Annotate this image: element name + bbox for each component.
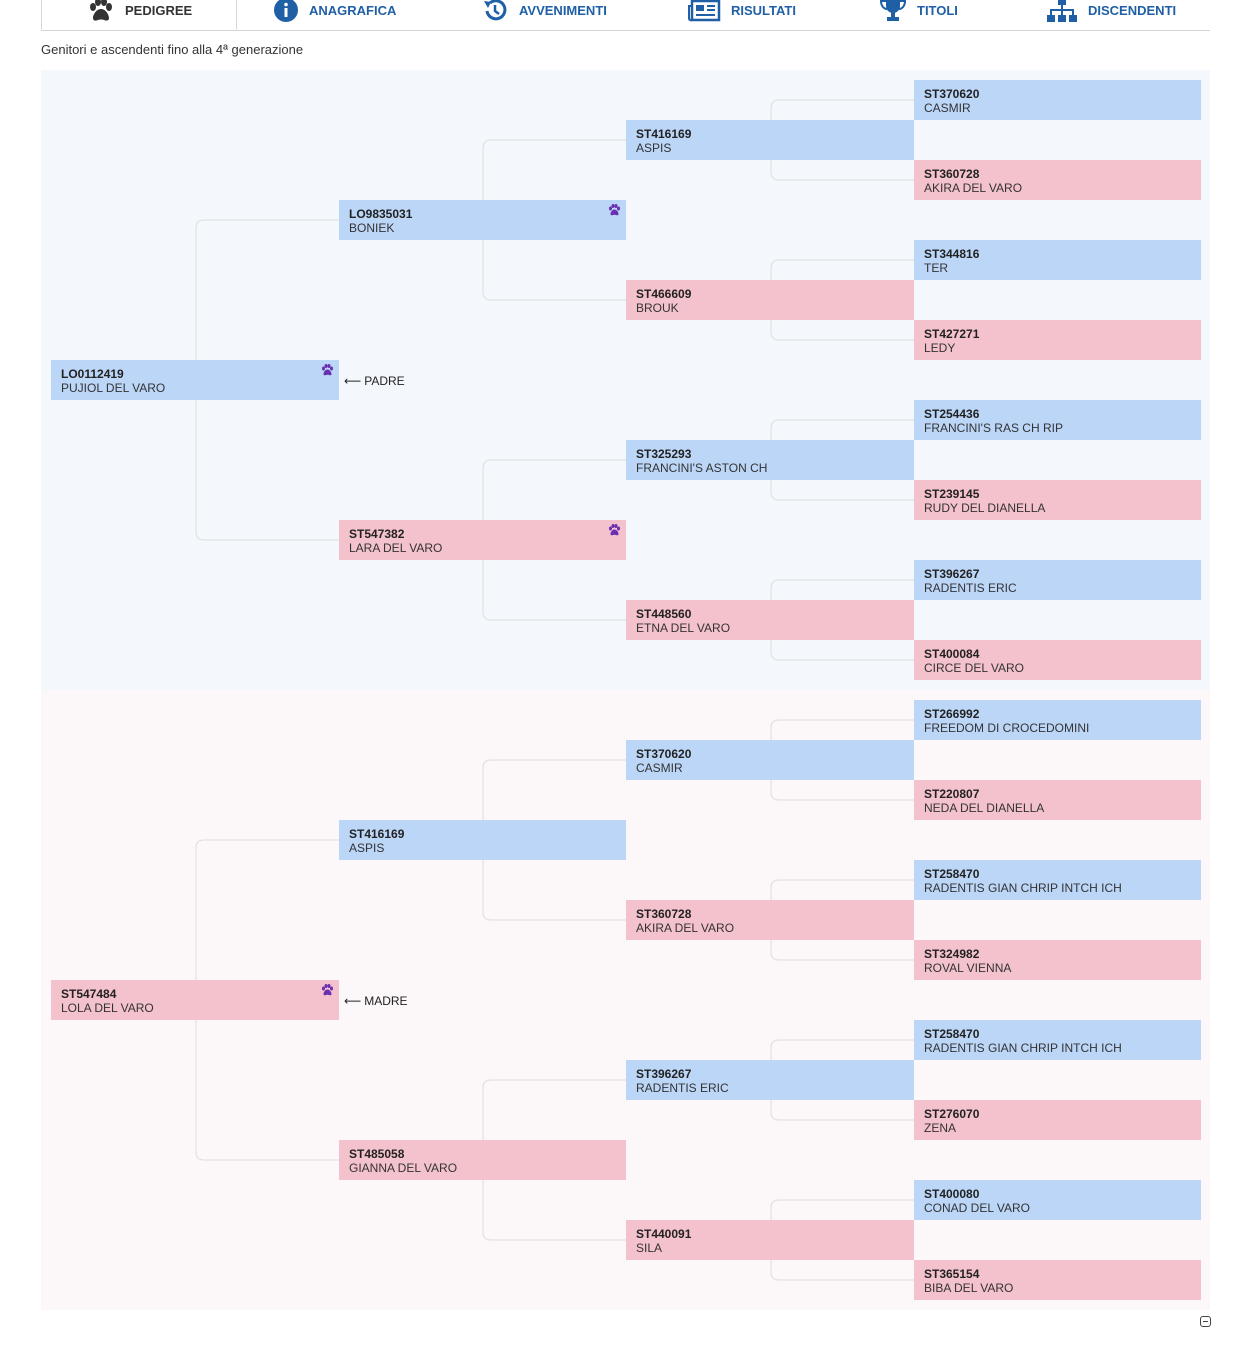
node-code: ST440091	[636, 1227, 692, 1241]
sitemap-icon	[1046, 0, 1078, 23]
tab-label-titoli: TITOLI	[917, 2, 958, 18]
node-name: FRANCINI'S RAS CH RIP	[924, 421, 1063, 435]
pedigree-node-gen4[interactable]	[914, 1180, 1201, 1220]
padre-text: PADRE	[364, 374, 405, 388]
node-name: RADENTIS ERIC	[636, 1081, 729, 1095]
madre-text: MADRE	[364, 994, 408, 1008]
node-code: ST258470	[924, 867, 980, 881]
pedigree-node-sire-dam[interactable]	[339, 520, 626, 560]
arrow-left-icon: ⟵	[344, 374, 362, 388]
node-code: ST360728	[636, 907, 692, 921]
pedigree-node-sire[interactable]	[51, 360, 339, 400]
node-code: ST416169	[349, 827, 405, 841]
pedigree-node-gen4[interactable]	[914, 400, 1201, 440]
pedigree-node-gen4[interactable]	[914, 780, 1201, 820]
node-name: SILA	[636, 1241, 663, 1255]
paw-icon	[608, 524, 621, 539]
pedigree-node-dam[interactable]	[51, 980, 339, 1020]
pedigree-node-gen4[interactable]	[914, 940, 1201, 980]
node-code: ST254436	[924, 407, 980, 421]
node-code: ST485058	[349, 1147, 405, 1161]
pedigree-node-gen4[interactable]	[914, 560, 1201, 600]
node-code: ST396267	[636, 1067, 692, 1081]
node-code: ST360728	[924, 167, 980, 181]
pedigree-node-gen4[interactable]	[914, 480, 1201, 520]
pedigree-node-dam-dam-sire[interactable]	[626, 1060, 914, 1100]
trophy-icon	[879, 0, 907, 23]
node-code: ST466609	[636, 287, 692, 301]
paw-icon	[608, 204, 621, 219]
pedigree-node-gen4[interactable]	[914, 700, 1201, 740]
pedigree-node-dam-dam[interactable]	[339, 1140, 626, 1180]
node-code: ST416169	[636, 127, 692, 141]
node-code: ST370620	[924, 87, 980, 101]
node-name: FRANCINI'S ASTON CH	[636, 461, 768, 475]
pedigree-node-gen4[interactable]	[914, 1100, 1201, 1140]
node-name: CONAD DEL VARO	[924, 1201, 1031, 1215]
tab-label-pedigree: PEDIGREE	[125, 2, 193, 18]
node-name: AKIRA DEL VARO	[636, 921, 735, 935]
pedigree-node-gen4[interactable]	[914, 240, 1201, 280]
pedigree-node-gen4[interactable]	[914, 80, 1201, 120]
madre-label	[344, 994, 408, 1008]
node-code: ST400080	[924, 1187, 980, 1201]
node-name: LOLA DEL VARO	[61, 1001, 154, 1015]
node-name: BROUK	[636, 301, 679, 315]
pedigree-node-gen4[interactable]	[914, 160, 1201, 200]
tab-label-avvenimenti: AVVENIMENTI	[519, 2, 607, 18]
page-subtitle: Genitori e ascendenti fino alla 4ª generazione	[41, 42, 304, 57]
paw-icon	[321, 984, 334, 999]
node-name: PUJIOL DEL VARO	[61, 381, 166, 395]
node-code: ST547484	[61, 987, 117, 1001]
node-code: ST365154	[924, 1267, 980, 1281]
pedigree-node-gen4[interactable]	[914, 1020, 1201, 1060]
node-code: LO9835031	[349, 207, 413, 221]
node-name: RADENTIS ERIC	[924, 581, 1017, 595]
node-name: ETNA DEL VARO	[636, 621, 731, 635]
tab-label-anagrafica: ANAGRAFICA	[309, 2, 397, 18]
pedigree-node-dam-sire-sire[interactable]	[626, 740, 914, 780]
node-name: LARA DEL VARO	[349, 541, 443, 555]
node-code: ST427271	[924, 327, 980, 341]
node-name: LEDY	[924, 341, 956, 355]
node-name: BIBA DEL VARO	[924, 1281, 1014, 1295]
node-name: ASPIS	[349, 841, 385, 855]
node-code: ST276070	[924, 1107, 980, 1121]
node-code: ST239145	[924, 487, 980, 501]
node-name: FREEDOM DI CROCEDOMINI	[924, 721, 1090, 735]
node-code: ST258470	[924, 1027, 980, 1041]
pedigree-node-dam-sire-dam[interactable]	[626, 900, 914, 940]
node-code: ST370620	[636, 747, 692, 761]
node-name: BONIEK	[349, 221, 395, 235]
tab-avvenimenti[interactable]	[481, 0, 607, 30]
tab-bar	[41, 0, 1210, 31]
pedigree-node-sire-sire-sire[interactable]	[626, 120, 914, 160]
node-name: RUDY DEL DIANELLA	[924, 501, 1046, 515]
tab-label-risultati: RISULTATI	[731, 2, 796, 18]
pedigree-node-dam-dam-dam[interactable]	[626, 1220, 914, 1260]
tab-discendenti[interactable]	[1046, 0, 1176, 30]
node-name: NEDA DEL DIANELLA	[924, 801, 1045, 815]
node-code: ST344816	[924, 247, 980, 261]
node-name: CASMIR	[924, 101, 971, 115]
paw-icon	[321, 364, 334, 379]
node-code: LO0112419	[61, 367, 124, 381]
pedigree-node-sire-dam-dam[interactable]	[626, 600, 914, 640]
node-name: AKIRA DEL VARO	[924, 181, 1023, 195]
node-code: ST325293	[636, 447, 692, 461]
history-icon	[481, 0, 509, 23]
paw-icon	[87, 0, 115, 22]
node-name: CASMIR	[636, 761, 683, 775]
tab-pedigree[interactable]	[41, 0, 237, 30]
node-code: ST220807	[924, 787, 980, 801]
node-name: ROVAL VIENNA	[924, 961, 1012, 975]
pedigree-node-sire-dam-sire[interactable]	[626, 440, 914, 480]
node-name: TER	[924, 261, 948, 275]
node-code: ST324982	[924, 947, 980, 961]
pedigree-node-gen4[interactable]	[914, 860, 1201, 900]
tab-titoli[interactable]	[879, 0, 958, 30]
node-name: RADENTIS GIAN CHRIP INTCH ICH	[924, 881, 1122, 895]
pedigree-node-gen4[interactable]	[914, 320, 1201, 360]
pedigree-node-gen4[interactable]	[914, 1260, 1201, 1300]
node-code: ST400084	[924, 647, 980, 661]
node-code: ST266992	[924, 707, 980, 721]
node-name: RADENTIS GIAN CHRIP INTCH ICH	[924, 1041, 1122, 1055]
info-icon	[273, 0, 299, 23]
pedigree-node-dam-sire[interactable]	[339, 820, 626, 860]
node-code: ST396267	[924, 567, 980, 581]
tab-risultati[interactable]	[687, 0, 796, 30]
tab-label-discendenti: DISCENDENTI	[1088, 2, 1177, 18]
node-name: CIRCE DEL VARO	[924, 661, 1025, 675]
pedigree-node-gen4[interactable]	[914, 640, 1201, 680]
padre-label	[344, 374, 405, 388]
node-code: ST448560	[636, 607, 692, 621]
pedigree-node-sire-sire-dam[interactable]	[626, 280, 914, 320]
node-name: ASPIS	[636, 141, 672, 155]
node-name: GIANNA DEL VARO	[349, 1161, 458, 1175]
node-code: ST547382	[349, 527, 405, 541]
pedigree-node-sire-sire[interactable]	[339, 200, 626, 240]
newspaper-icon	[687, 0, 721, 22]
tab-anagrafica[interactable]	[273, 0, 396, 30]
arrow-left-icon: ⟵	[344, 994, 362, 1008]
collapse-toggle-icon[interactable]	[1200, 1316, 1211, 1327]
node-name: ZENA	[924, 1121, 957, 1135]
